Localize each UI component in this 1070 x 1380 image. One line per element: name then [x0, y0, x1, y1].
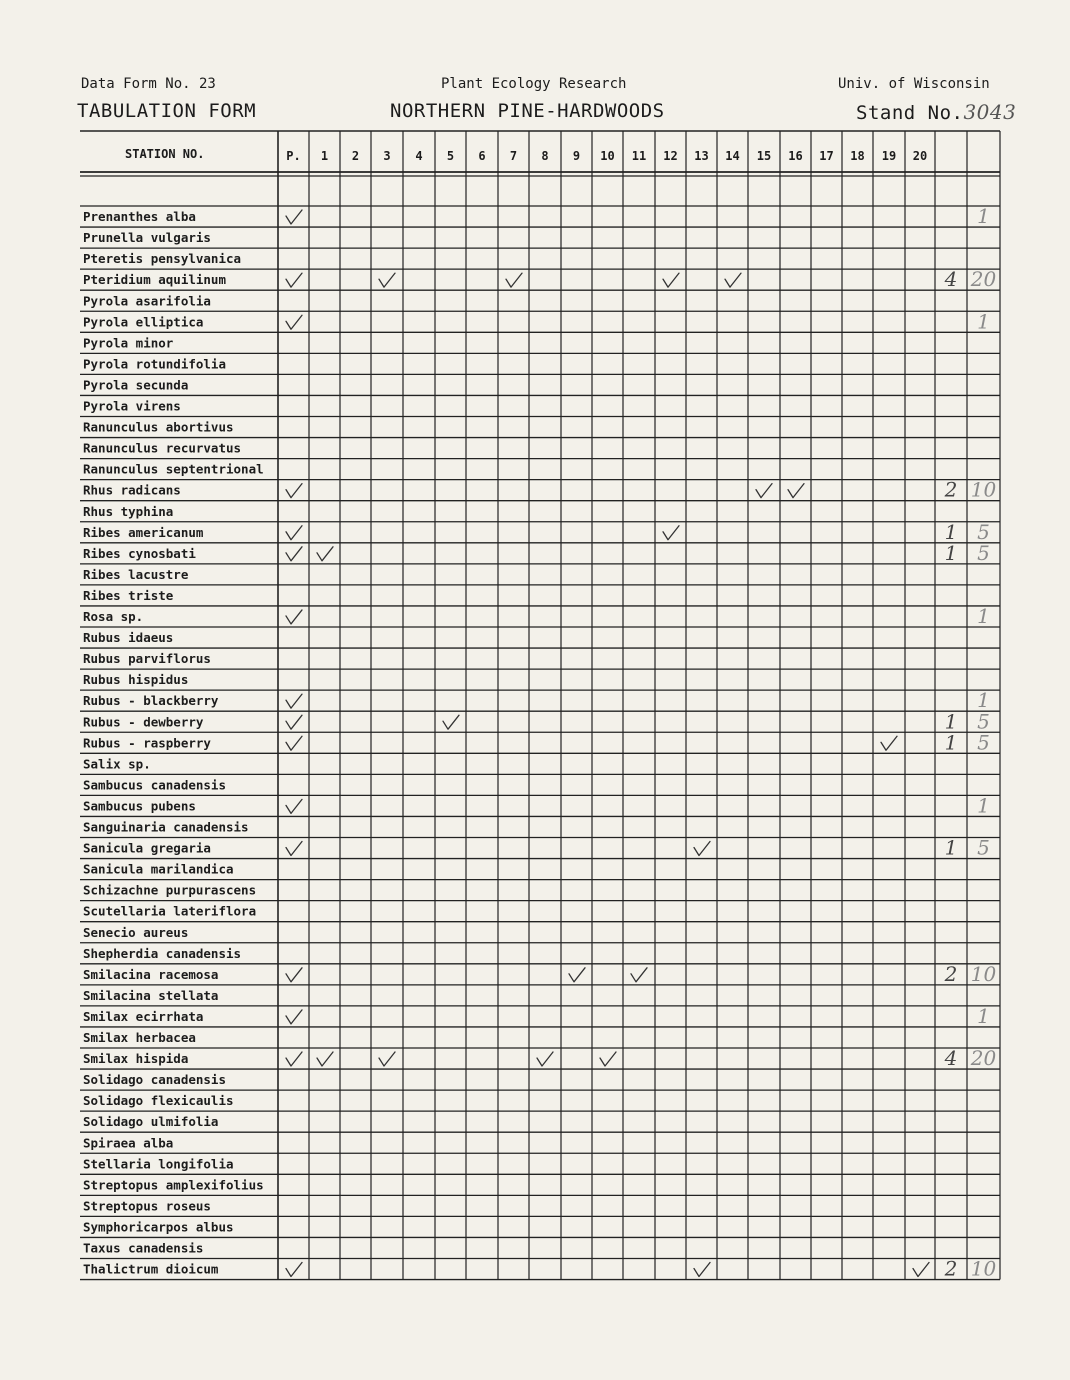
- species-name: Prenanthes alba: [83, 209, 196, 225]
- species-name: Taxus canadensis: [83, 1240, 204, 1256]
- university-name: Univ. of Wisconsin: [838, 76, 990, 92]
- frequency-value: 2: [944, 1256, 958, 1281]
- total-value: 5: [977, 835, 990, 860]
- column-header-4: 4: [415, 149, 423, 163]
- species-name: Ribes lacustre: [83, 566, 189, 582]
- column-header-19: 19: [881, 149, 897, 163]
- frequency-value: 1: [944, 835, 958, 860]
- species-name: Pteretis pensylvanica: [83, 251, 242, 267]
- species-name: Pyrola virens: [83, 398, 181, 414]
- species-name: Shepherdia canadensis: [83, 945, 242, 961]
- check-mark: [286, 694, 302, 708]
- species-name: Spiraea alba: [83, 1135, 174, 1151]
- species-name: Scutellaria lateriflora: [83, 903, 257, 919]
- species-name: Rosa sp.: [83, 609, 144, 624]
- form-title: TABULATION FORM: [77, 100, 257, 122]
- check-mark: [694, 842, 710, 856]
- column-header-5: 5: [446, 149, 455, 163]
- species-name: Pteridium aquilinum: [83, 272, 226, 288]
- column-header-13: 13: [694, 149, 709, 163]
- species-name: Ribes americanum: [83, 524, 204, 540]
- species-name: Rubus parviflorus: [83, 651, 211, 667]
- check-mark: [443, 715, 459, 729]
- species-name: Rhus typhina: [83, 503, 174, 519]
- check-mark: [379, 1052, 395, 1066]
- check-mark: [286, 1052, 302, 1066]
- total-value: 1: [977, 604, 990, 628]
- species-name: Symphoricarpos albus: [83, 1219, 234, 1235]
- column-header-18: 18: [850, 149, 865, 163]
- species-name: Sanicula gregaria: [83, 840, 211, 856]
- check-mark: [881, 736, 897, 750]
- total-value: 5: [977, 709, 990, 734]
- check-mark: [286, 715, 302, 729]
- total-value: 1: [977, 793, 990, 818]
- total-value: 10: [970, 1256, 997, 1281]
- check-mark: [537, 1052, 553, 1066]
- column-header-7: 7: [509, 149, 518, 163]
- species-name: Ranunculus recurvatus: [83, 440, 242, 456]
- check-mark: [286, 736, 302, 750]
- column-header-6: 6: [478, 149, 486, 163]
- check-mark: [317, 547, 333, 561]
- forest-type-title: NORTHERN PINE-HARDWOODS: [390, 100, 665, 122]
- check-mark: [286, 1010, 302, 1024]
- species-name: Smilacina stellata: [83, 987, 219, 1003]
- frequency-value: 1: [944, 709, 958, 734]
- species-name: Rubus idaeus: [83, 630, 174, 646]
- species-name: Pyrola minor: [83, 335, 174, 351]
- check-mark: [286, 610, 302, 624]
- station-no-label: STATION NO.: [125, 147, 205, 161]
- column-header-3: 3: [383, 149, 391, 163]
- check-mark: [506, 273, 522, 287]
- species-name: Ribes cynosbati: [83, 545, 196, 561]
- species-name: Schizachne purpurascens: [83, 882, 257, 898]
- column-header-11: 11: [631, 149, 647, 163]
- species-name: Ribes triste: [83, 587, 174, 603]
- check-mark: [286, 484, 302, 498]
- column-header-17: 17: [819, 149, 834, 163]
- species-name: Rubus - dewberry: [83, 714, 204, 730]
- total-value: 5: [977, 540, 990, 565]
- species-name: Pyrola asarifolia: [83, 293, 211, 309]
- species-name: Smilacina racemosa: [83, 966, 219, 982]
- species-name: Rubus - raspberry: [83, 735, 211, 751]
- species-name: Ranunculus abortivus: [83, 419, 234, 435]
- total-value: 1: [977, 688, 990, 713]
- species-name: Rubus hispidus: [83, 672, 189, 688]
- form-number: Data Form No. 23: [81, 76, 216, 92]
- check-mark: [286, 799, 302, 813]
- research-title: Plant Ecology Research: [441, 76, 627, 92]
- check-mark: [286, 842, 302, 856]
- species-name: Pyrola rotundifolia: [83, 356, 226, 372]
- species-name: Rubus - blackberry: [83, 693, 219, 709]
- frequency-value: 1: [944, 540, 958, 565]
- species-name: Streptopus roseus: [83, 1198, 211, 1214]
- frequency-value: 2: [944, 477, 958, 502]
- frequency-value: 1: [944, 519, 958, 544]
- column-header-12: 12: [663, 149, 678, 163]
- check-mark: [379, 273, 395, 287]
- total-value: 20: [970, 1046, 997, 1071]
- check-mark: [286, 315, 302, 329]
- species-name: Pyrola secunda: [83, 377, 189, 393]
- frequency-value: 4: [944, 1046, 958, 1071]
- check-mark: [725, 273, 741, 287]
- check-mark: [286, 273, 302, 287]
- species-name: Sanguinaria canadensis: [83, 819, 249, 835]
- species-name: Solidago flexicaulis: [83, 1093, 234, 1109]
- check-mark: [694, 1263, 710, 1277]
- frequency-value: 1: [944, 730, 958, 755]
- species-name: Smilax hispida: [83, 1051, 189, 1067]
- frequency-value: 4: [944, 267, 958, 292]
- species-name: Solidago ulmifolia: [83, 1114, 219, 1130]
- total-value: 20: [970, 267, 997, 292]
- check-mark: [569, 968, 585, 982]
- check-mark: [663, 526, 679, 540]
- species-name: Streptopus amplexifolius: [83, 1177, 264, 1193]
- stand-label: Stand No.: [856, 102, 964, 124]
- species-name: Prunella vulgaris: [83, 230, 211, 246]
- column-header-1: 1: [320, 149, 329, 163]
- species-name: Stellaria longifolia: [83, 1156, 234, 1172]
- species-name: Thalictrum dioicum: [83, 1261, 219, 1277]
- check-mark: [788, 484, 804, 498]
- species-name: Sanicula marilandica: [83, 861, 234, 877]
- species-name: Sambucus pubens: [83, 798, 196, 814]
- species-name: Senecio aureus: [83, 924, 189, 940]
- frequency-value: 2: [944, 961, 958, 986]
- check-mark: [600, 1052, 616, 1066]
- check-mark: [756, 484, 772, 498]
- column-header-8: 8: [541, 149, 549, 163]
- column-header-9: 9: [572, 149, 581, 163]
- check-mark: [286, 547, 302, 561]
- species-name: Smilax herbacea: [83, 1030, 196, 1045]
- total-value: 1: [977, 309, 990, 334]
- column-header-14: 14: [725, 149, 740, 163]
- check-mark: [663, 273, 679, 287]
- species-name: Smilax ecirrhata: [83, 1008, 204, 1024]
- check-mark: [913, 1263, 929, 1277]
- total-value: 1: [977, 204, 990, 229]
- species-name: Sambucus canadensis: [83, 777, 226, 793]
- column-header-2: 2: [351, 149, 360, 163]
- check-mark: [286, 210, 302, 224]
- check-mark: [286, 526, 302, 540]
- column-header-20: 20: [912, 149, 928, 163]
- column-header-16: 16: [788, 149, 803, 163]
- column-header-15: 15: [756, 149, 772, 163]
- species-name: Ranunculus septentrional: [83, 461, 264, 477]
- total-value: 1: [977, 1003, 990, 1028]
- species-name: Solidago canadensis: [83, 1072, 226, 1088]
- total-value: 5: [977, 519, 990, 544]
- species-name: Pyrola elliptica: [83, 314, 204, 330]
- check-mark: [317, 1052, 333, 1066]
- column-header-10: 10: [600, 149, 615, 163]
- total-value: 5: [977, 730, 990, 755]
- check-mark: [631, 968, 647, 982]
- total-value: 10: [970, 477, 997, 502]
- species-name: Salix sp.: [83, 756, 151, 772]
- stand-number-value: 3043: [963, 100, 1017, 124]
- column-header-P.: P.: [286, 149, 301, 163]
- check-mark: [286, 968, 302, 982]
- check-mark: [286, 1263, 302, 1277]
- total-value: 10: [970, 961, 997, 986]
- species-name: Rhus radicans: [83, 482, 181, 498]
